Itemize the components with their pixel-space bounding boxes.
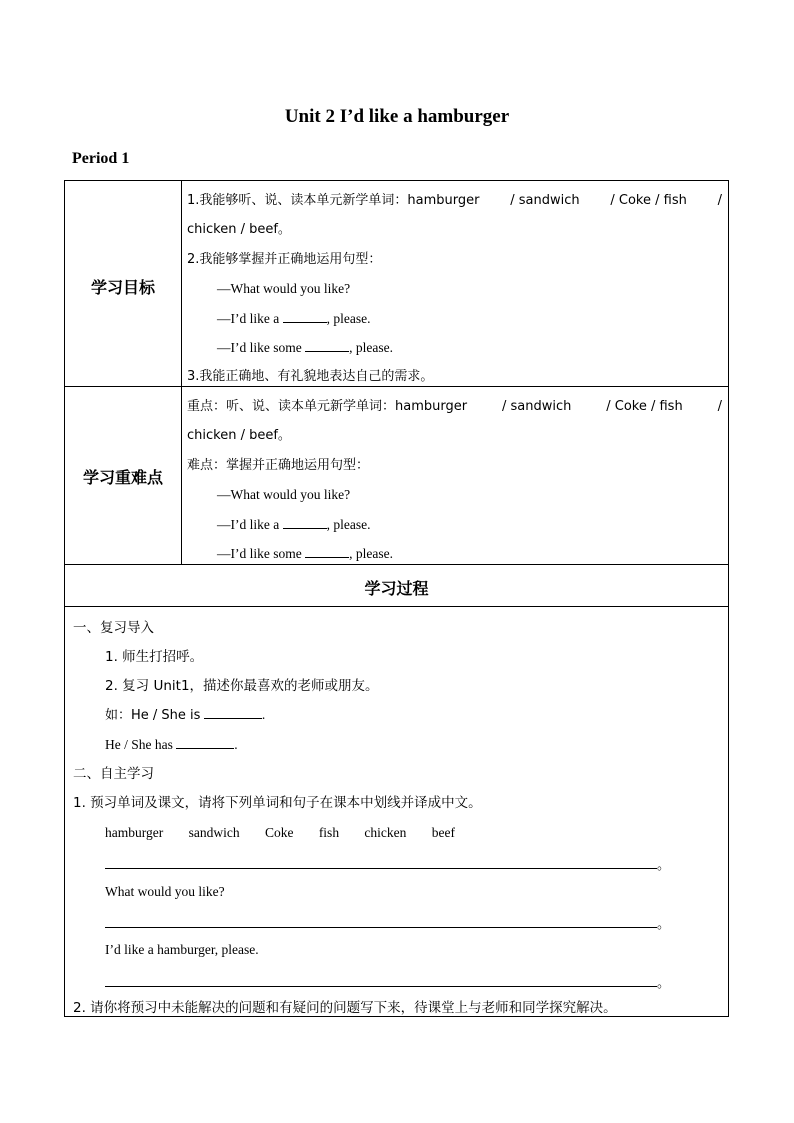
translation-line [105,868,657,869]
end-mark: 。 [657,976,671,991]
keypoints-line-3: 难点：掌握并正确地运用句型： [187,458,370,473]
keypoints-line-6: —I’d like some , please. [217,546,393,561]
sentence-2: I’d like a hamburger, please. [105,942,259,957]
goals-line-5: —I’d like a , please. [217,311,371,326]
section-1-item-2: 2. 复习 Unit1，描述你最喜欢的老师或朋友。 [105,678,379,694]
page-title: Unit 2 I’d like a hamburger [284,106,510,127]
goals-line-1: 1.我能够听、说、读本单元新学单词：hamburger / sandwich / Coke / fish / [187,193,722,208]
row-divider [65,564,728,565]
word: fish [318,825,340,840]
translation-line [105,986,657,987]
section-2-title: 二、自主学习 [73,766,154,782]
keypoints-line-5: —I’d like a , please. [217,517,371,532]
word: beef [431,825,455,840]
goals-label: 学习目标 [90,278,155,297]
goals-line-6: —I’d like some , please. [217,340,393,355]
answer-blank [204,706,262,719]
translation-line [105,927,657,928]
word: chicken [364,825,407,840]
keypoints-content [187,386,722,564]
answer-blank [305,545,349,558]
column-divider [181,181,182,564]
section-1-example-1: 如：He / She is . [105,707,266,723]
word: sandwich [188,825,240,840]
goals-content [187,181,722,386]
process-heading: 学习过程 [364,579,429,598]
word: Coke [264,825,294,840]
row-divider [65,606,728,607]
word: hamburger [105,825,164,840]
goals-line-4: —What would you like? [217,281,351,296]
word-list [105,824,455,842]
end-mark: 。 [657,917,671,932]
section-1-example-2: He / She has . [105,737,238,752]
answer-blank [283,310,327,323]
end-mark: 。 [657,858,671,873]
keypoints-line-4: —What would you like? [217,487,351,502]
answer-blank [283,516,327,529]
goals-line-2: chicken / beef。 [187,222,291,237]
section-1-item-1: 1. 师生打招呼。 [105,649,204,665]
sentence-1: What would you like? [105,884,225,899]
keypoints-line-2: chicken / beef。 [187,428,291,443]
keypoints-line-1: 重点：听、说、读本单元新学单词：hamburger / sandwich / Coke / fish / [187,399,722,414]
answer-blank [176,736,234,749]
answer-blank [305,339,349,352]
period-label: Period 1 [72,150,130,167]
goals-line-7: 3.我能正确地、有礼貌地表达自己的需求。 [187,369,434,384]
goals-line-3: 2.我能够掌握并正确地运用句型： [187,252,382,267]
keypoints-label: 学习重难点 [82,468,163,487]
section-1-title: 一、复习导入 [73,620,154,636]
section-2-item-1: 1. 预习单词及课文，请将下列单词和句子在课本中划线并译成中文。 [73,795,482,811]
section-2-item-2: 2. 请你将预习中未能解决的问题和有疑问的问题写下来，待课堂上与老师和同学探究解决。 [73,1000,617,1016]
lesson-table [64,180,729,1017]
